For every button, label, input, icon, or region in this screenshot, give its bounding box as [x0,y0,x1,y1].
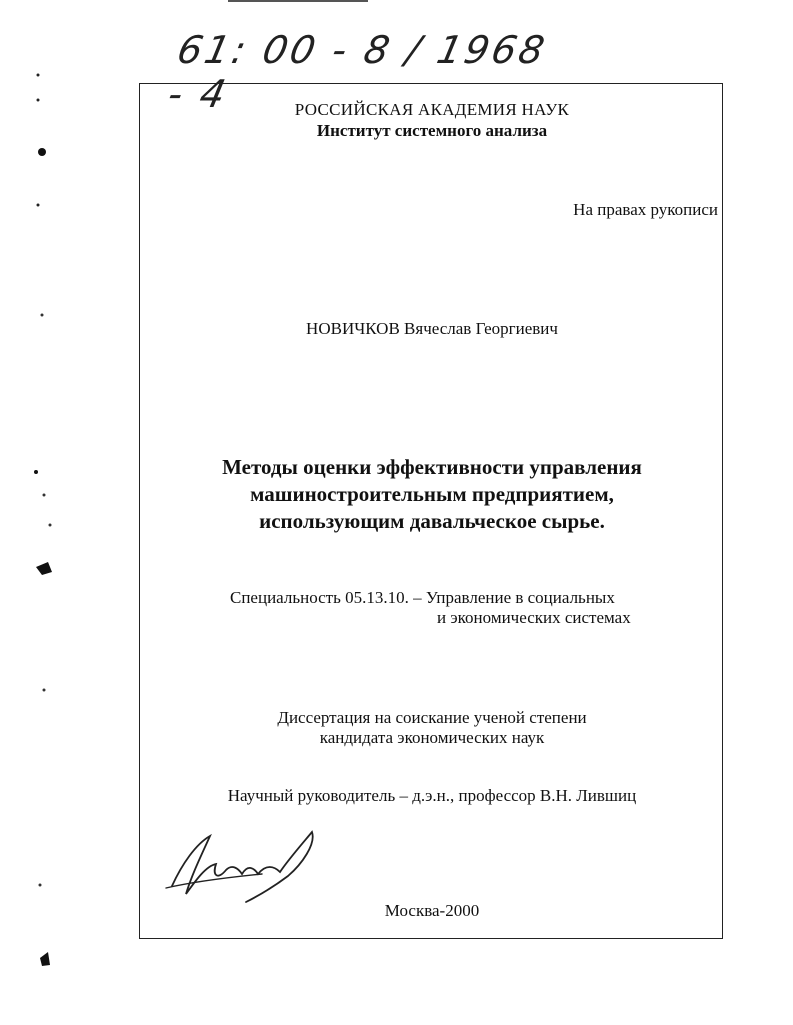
scan-margin-specks [0,0,80,1025]
specialty-line-1: Специальность 05.13.10. – Управление в социальных [230,588,615,607]
archive-code-handwritten: 61: 00 - 8 / 1968 - 4 [164,28,552,116]
title-line: машиностроительным предприятием, [250,482,614,506]
degree-line-2: кандидата экономических наук [319,728,545,747]
degree-line-1: Диссертация на соискание ученой степени [277,708,587,727]
author-signature [162,824,332,904]
academy-name: РОССИЙСКАЯ АКАДЕМИЯ НАУК [294,100,570,119]
specialty-line-2: и экономических системах [437,608,631,627]
author-name: НОВИЧКОВ Вячеслав Георгиевич [306,319,558,338]
scan-top-line [228,0,368,2]
rights-note: На правах рукописи [573,200,718,219]
scientific-advisor: Научный руководитель – д.э.н., профессор В.Н. Лившиц [227,786,637,805]
title-line: Методы оценки эффективности управления [222,455,642,479]
dissertation-title [140,454,724,535]
institute-name: Институт системного анализа [316,121,548,140]
title-line: использующим давальческое сырье. [259,509,605,533]
title-page-frame [139,83,723,939]
city-year: Москва-2000 [384,901,480,920]
